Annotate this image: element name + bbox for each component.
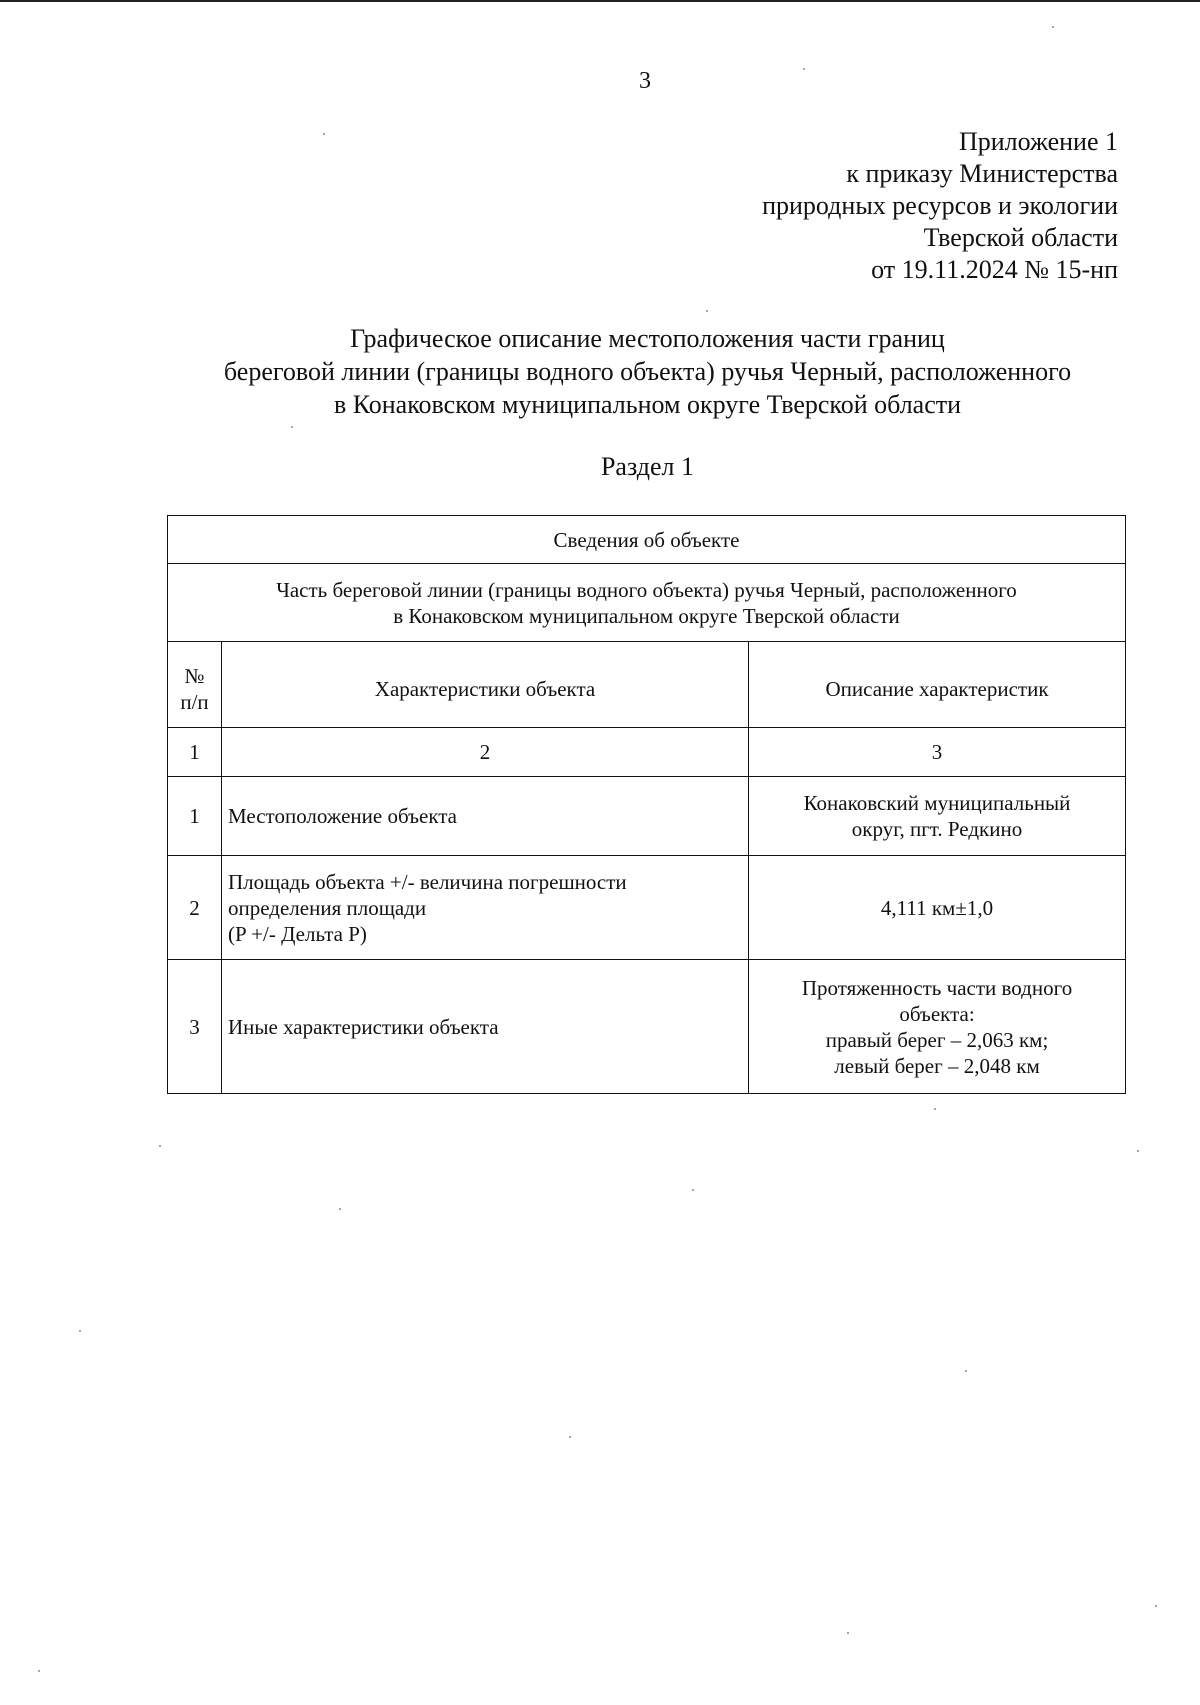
object-name-cell xyxy=(168,564,1126,642)
scan-speck xyxy=(692,1189,694,1191)
table-row xyxy=(168,856,1126,960)
row-characteristic-line: Площадь объекта +/- величина погрешности xyxy=(228,869,627,894)
object-name-line: Часть береговой линии (границы водного объекта) ручья Черный, расположенного xyxy=(276,577,1017,602)
scan-speck xyxy=(79,1330,81,1332)
appendix-line: от 19.11.2024 № 15-нп xyxy=(871,255,1118,284)
title-line: береговой линии (границы водного объекта) ручья Черный, расположенного xyxy=(223,357,1072,386)
table-row xyxy=(168,777,1126,856)
appendix-line: Приложение 1 xyxy=(958,127,1118,156)
row-characteristic xyxy=(222,777,749,856)
row-characteristic-line: (P +/- Дельта P) xyxy=(228,921,367,946)
row-number: 2 xyxy=(168,856,222,960)
column-header-num-line: п/п xyxy=(180,689,209,714)
row-description-line: левый берег – 2,048 км xyxy=(834,1053,1040,1078)
table-header-row xyxy=(168,516,1126,564)
section-title: Раздел 1 xyxy=(600,452,695,481)
row-description xyxy=(749,960,1126,1094)
scan-speck xyxy=(706,310,708,312)
object-info-table xyxy=(167,515,1126,1094)
scan-speck xyxy=(1052,26,1054,28)
appendix-line: к приказу Министерства xyxy=(846,159,1118,188)
scan-speck xyxy=(803,68,805,70)
row-description-line: Протяженность части водного xyxy=(801,975,1073,1000)
row-characteristic-line: Иные характеристики объекта xyxy=(228,1014,499,1039)
object-name-row xyxy=(168,564,1126,642)
row-description-line: округ, пгт. Редкино xyxy=(851,817,1023,841)
row-description-line: правый берег – 2,063 км; xyxy=(825,1027,1049,1052)
scan-speck xyxy=(934,1108,936,1110)
page-number: 3 xyxy=(639,68,651,94)
row-description-line: объекта: xyxy=(899,1001,975,1026)
column-header-description: Описание характеристик xyxy=(749,642,1126,728)
row-description-line: 4,111 км±1,0 xyxy=(880,895,994,920)
row-number: 1 xyxy=(168,777,222,856)
scan-speck xyxy=(339,1208,341,1210)
column-header-row xyxy=(168,642,1126,728)
scan-speck xyxy=(1155,1605,1157,1607)
table-header-cell: Сведения об объекте xyxy=(168,516,1126,564)
scan-speck xyxy=(159,1145,161,1147)
column-index-cell: 1 xyxy=(168,728,222,777)
column-index-cell: 2 xyxy=(222,728,749,777)
column-header-num-line: № xyxy=(184,663,205,688)
row-number: 3 xyxy=(168,960,222,1094)
document-title xyxy=(150,322,1145,421)
appendix-line: Тверской области xyxy=(923,223,1118,252)
scan-speck xyxy=(291,426,293,428)
row-characteristic xyxy=(222,856,749,960)
appendix-block xyxy=(762,126,1118,286)
object-name-line: в Конаковском муниципальном округе Тверской области xyxy=(393,603,900,628)
scan-speck xyxy=(1137,1150,1139,1152)
column-index-row xyxy=(168,728,1126,777)
row-characteristic xyxy=(222,960,749,1094)
row-description xyxy=(749,777,1126,856)
scan-speck xyxy=(569,1436,571,1438)
scan-speck xyxy=(965,1370,967,1372)
appendix-line: природных ресурсов и экологии xyxy=(762,191,1118,220)
row-description-line: Конаковский муниципальный xyxy=(803,791,1071,815)
scan-top-edge xyxy=(0,0,1200,2)
row-description xyxy=(749,856,1126,960)
scan-speck xyxy=(847,1632,849,1634)
row-characteristic-line: Местоположение объекта xyxy=(228,804,458,828)
scan-speck xyxy=(38,1670,40,1672)
title-line: в Конаковском муниципальном округе Тверской области xyxy=(333,390,962,419)
column-index-cell: 3 xyxy=(749,728,1126,777)
column-header-num xyxy=(168,642,222,728)
row-characteristic-line: определения площади xyxy=(228,895,427,920)
table-row xyxy=(168,960,1126,1094)
column-header-characteristics: Характеристики объекта xyxy=(222,642,749,728)
scan-speck xyxy=(323,133,325,135)
title-line: Графическое описание местоположения части границ xyxy=(350,324,945,353)
